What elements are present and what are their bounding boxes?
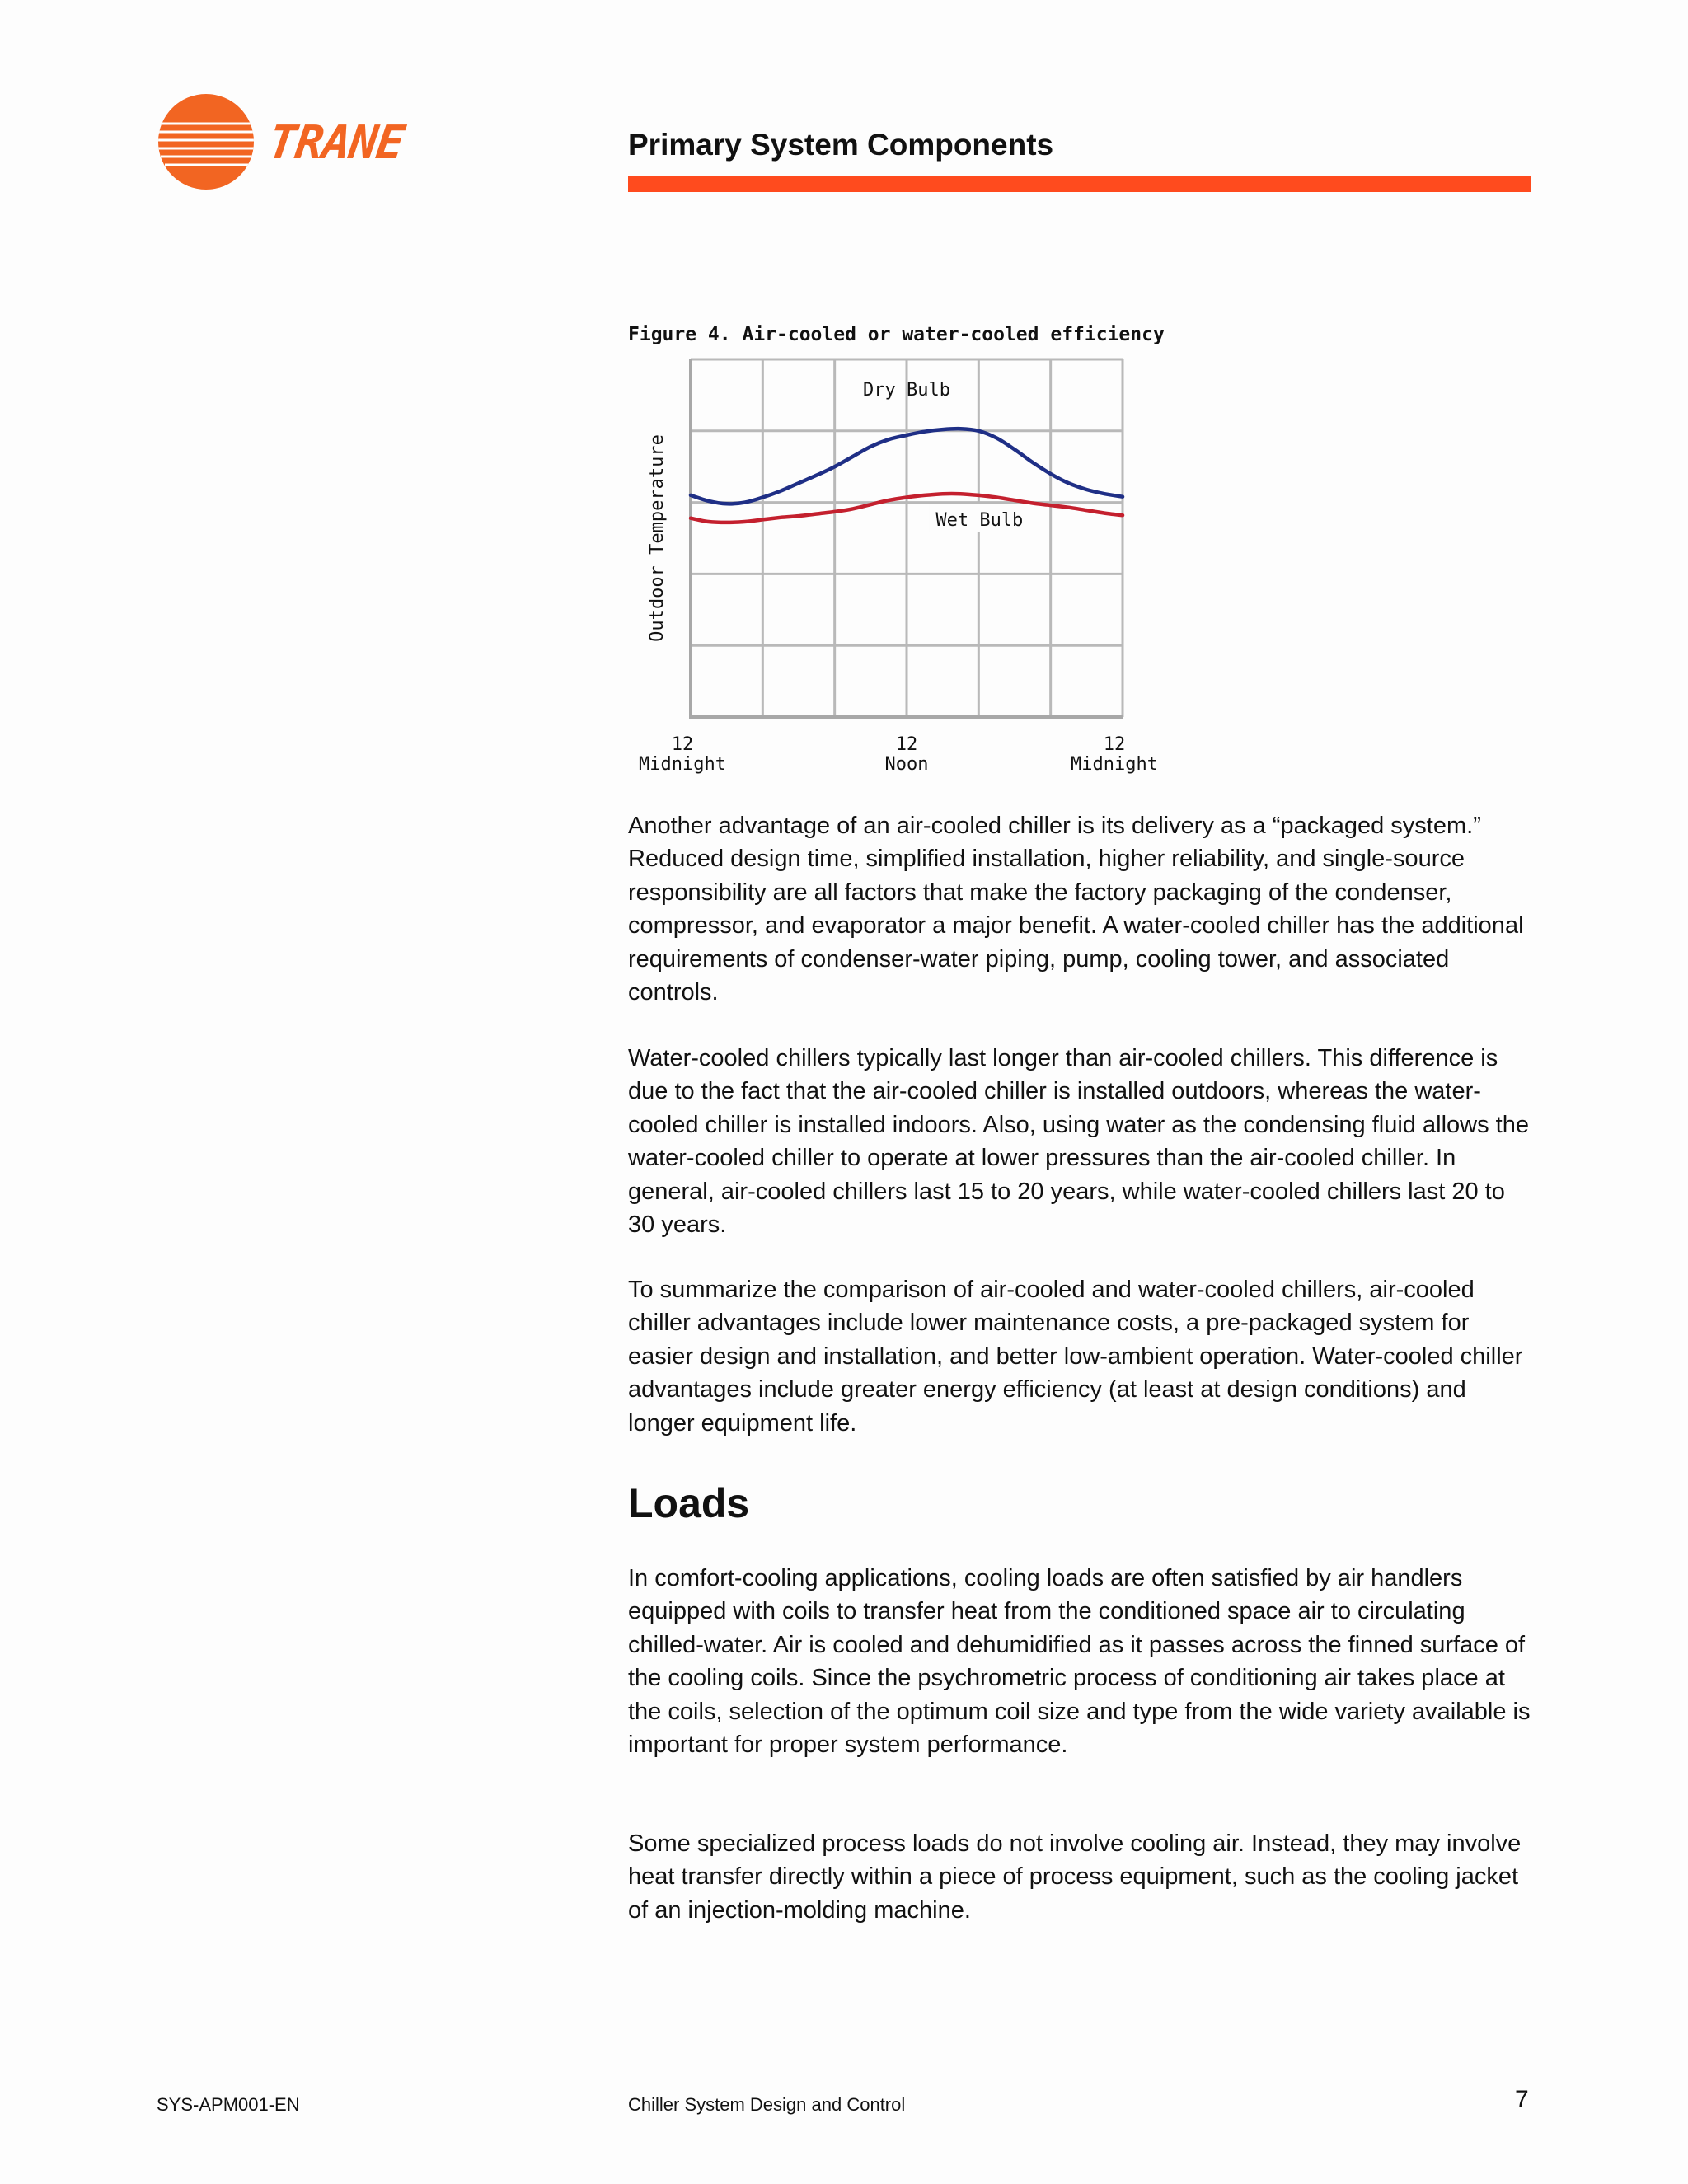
footer-doc-id: SYS-APM001-EN (157, 2094, 300, 2115)
paragraph: To summarize the comparison of air-cooled and water-cooled chillers, air-cooled chiller advantages include lower maintenance costs, a pre-packaged system for easier design and installation, and better low-ambient operation. Water-cooled chiller advantages include greater energy efficiency (at least at design conditions) and longer equipment life. (628, 1277, 1523, 1436)
y-axis-label: Outdoor Temperature (647, 434, 668, 642)
section-title: Primary System Components (628, 128, 1054, 162)
x-tick-label: 12 Midnight (639, 734, 726, 775)
trane-logo (152, 91, 466, 198)
page-number: 7 (1515, 2086, 1529, 2113)
figure-caption: Figure 4. Air-cooled or water-cooled efficiency (628, 324, 1165, 345)
annotation-wet-bulb: Wet Bulb (935, 510, 1024, 531)
efficiency-chart (626, 346, 1170, 791)
loads-heading: Loads (628, 1480, 750, 1526)
paragraph: Another advantage of an air-cooled chiller is its delivery as a “packaged system.” Reduced design time, simplified installation, higher reliability, and single-source responsibility are all factors that make the factory packaging of the condenser, compressor, and evaporator a major benefit. A water-cooled chiller has the additional requirements of condenser-water piping, pump, cooling tower, and associated controls. (628, 813, 1524, 1006)
footer-book-title: Chiller System Design and Control (628, 2094, 906, 2115)
title-rule (628, 176, 1531, 192)
x-tick-label: 12 Midnight (1071, 734, 1158, 775)
paragraph: Some specialized process loads do not involve cooling air. Instead, they may involve heat transfer directly within a piece of process equipment, such as the cooling jacket of an injection-molding machine. (628, 1830, 1522, 1924)
annotation-dry-bulb: Dry Bulb (863, 380, 950, 401)
x-tick-label: 12 Noon (884, 734, 929, 775)
logo-wordmark: TRANE (265, 116, 408, 170)
paragraph: Water-cooled chillers typically last longer than air-cooled chillers. This difference is due to the fact that the air-cooled chiller is installed outdoors, whereas the water-cooled chiller is installed indoors. Also, using water as the condensing fluid allows the water-cooled chiller to operate at lower pressures than the air-cooled chiller. In general, air-cooled chillers last 15 to 20 years, while water-cooled chillers last 20 to 30 years. (628, 1045, 1529, 1239)
chart-grid (689, 359, 1123, 719)
paragraph: In comfort-cooling applications, cooling loads are often satisfied by air handlers equipped with coils to transfer heat from the conditioned space air to circulating chilled-water. Air is cooled and dehumidified as it passes across the finned surface of the cooling coils. Since the psychrometric process of conditioning air takes place at the coils, selection of the optimum coil size and type from the wide variety available is important for proper system performance. (628, 1565, 1531, 1759)
